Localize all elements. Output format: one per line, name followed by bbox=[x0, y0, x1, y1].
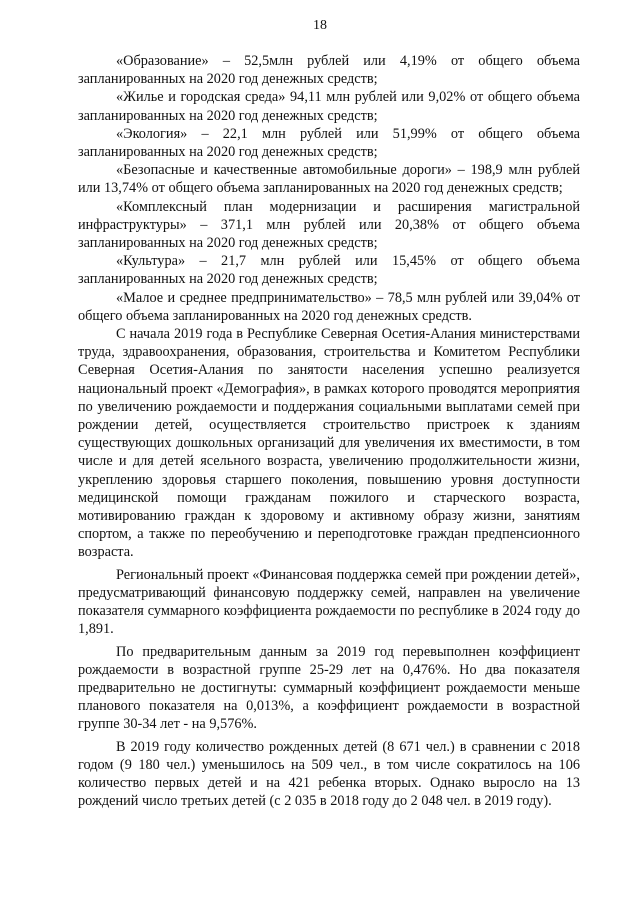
paragraph-infrastructure: «Комплексный план модернизации и расширения магистральной инфраструктуры» – 371,1 млн рублей или 20,38% от общего объема запланированных на 2020 год денежных средств; bbox=[78, 198, 580, 252]
paragraph-preliminary-data: По предварительным данным за 2019 год перевыполнен коэффициент рождаемости в возрастной группе 25-29 лет на 0,476%. Но два показателя предварительно не достигнуты: суммарный коэффициент рождаемости меньше планового показателя на 0,013%, а коэффициент рождаемости в возрастной группе 30-34 лет - на 9,576%. bbox=[78, 643, 580, 733]
paragraph-ecology: «Экология» – 22,1 млн рублей или 51,99% от общего объема запланированных на 2020 год денежных средств; bbox=[78, 125, 580, 161]
paragraph-small-business: «Малое и среднее предпринимательство» – 78,5 млн рублей или 39,04% от общего объема запланированных на 2020 год денежных средств. bbox=[78, 289, 580, 324]
paragraph-culture: «Культура» – 21,7 млн рублей или 15,45% от общего объема запланированных на 2020 год денежных средств; bbox=[78, 253, 580, 288]
document-body bbox=[78, 52, 580, 810]
paragraph-births-2019: В 2019 году количество рожденных детей (8 671 чел.) в сравнении с 2018 годом (9 180 чел.) уменьшилось на 509 чел., в том числе сократилось на 106 количество первых детей и на 421 ребенка вторых. Однако выросло на 13 рождений число третьих детей (с 2 035 в 2018 году до 2 048 чел. в 2019 году). bbox=[78, 738, 580, 810]
paragraph-housing: «Жилье и городская среда» 94,11 млн рублей или 9,02% от общего объема запланированных на 2020 год денежных средств; bbox=[78, 89, 580, 124]
paragraph-regional-project: Региональный проект «Финансовая поддержка семей при рождении детей», предусматривающий финансовую поддержку семей, направлен на увеличение показателя суммарного коэффициента рождаемости по республике в 2024 году до 1,891. bbox=[78, 566, 580, 638]
paragraph-demography: С начала 2019 года в Республике Северная Осетия-Алания министерствами труда, здравоохранения, образования, строительства и Комитетом Республики Северная Осетия-Алания по занятости населения успешно реализуется национальный проект «Демография», в рамках которого проводятся мероприятия по увеличению рождаемости и поддержания социальными выплатами семей при рождении детей, осуществляется строительство пристроек к зданиям существующих дошкольных организаций для увеличения их вместимости, в том числе и для детей ясельного возраста, увеличению продолжительности жизни, укреплению здоровья старшего поколения, повышению уровня доступности медицинской помощи гражданам пожилого и старческого возраста, мотивированию граждан к здоровому и активному образу жизни, занятиям спортом, а также по переобучению и переподготовке граждан предпенсионного возраста. bbox=[78, 326, 580, 561]
paragraph-roads: «Безопасные и качественные автомобильные дороги» – 198,9 млн рублей или 13,74% от общего объема запланированных на 2020 год денежных средств; bbox=[78, 162, 580, 197]
page-number: 18 bbox=[313, 18, 327, 33]
paragraph-education: «Образование» – 52,5млн рублей или 4,19% от общего объема запланированных на 2020 год денежных средств; bbox=[78, 53, 580, 88]
